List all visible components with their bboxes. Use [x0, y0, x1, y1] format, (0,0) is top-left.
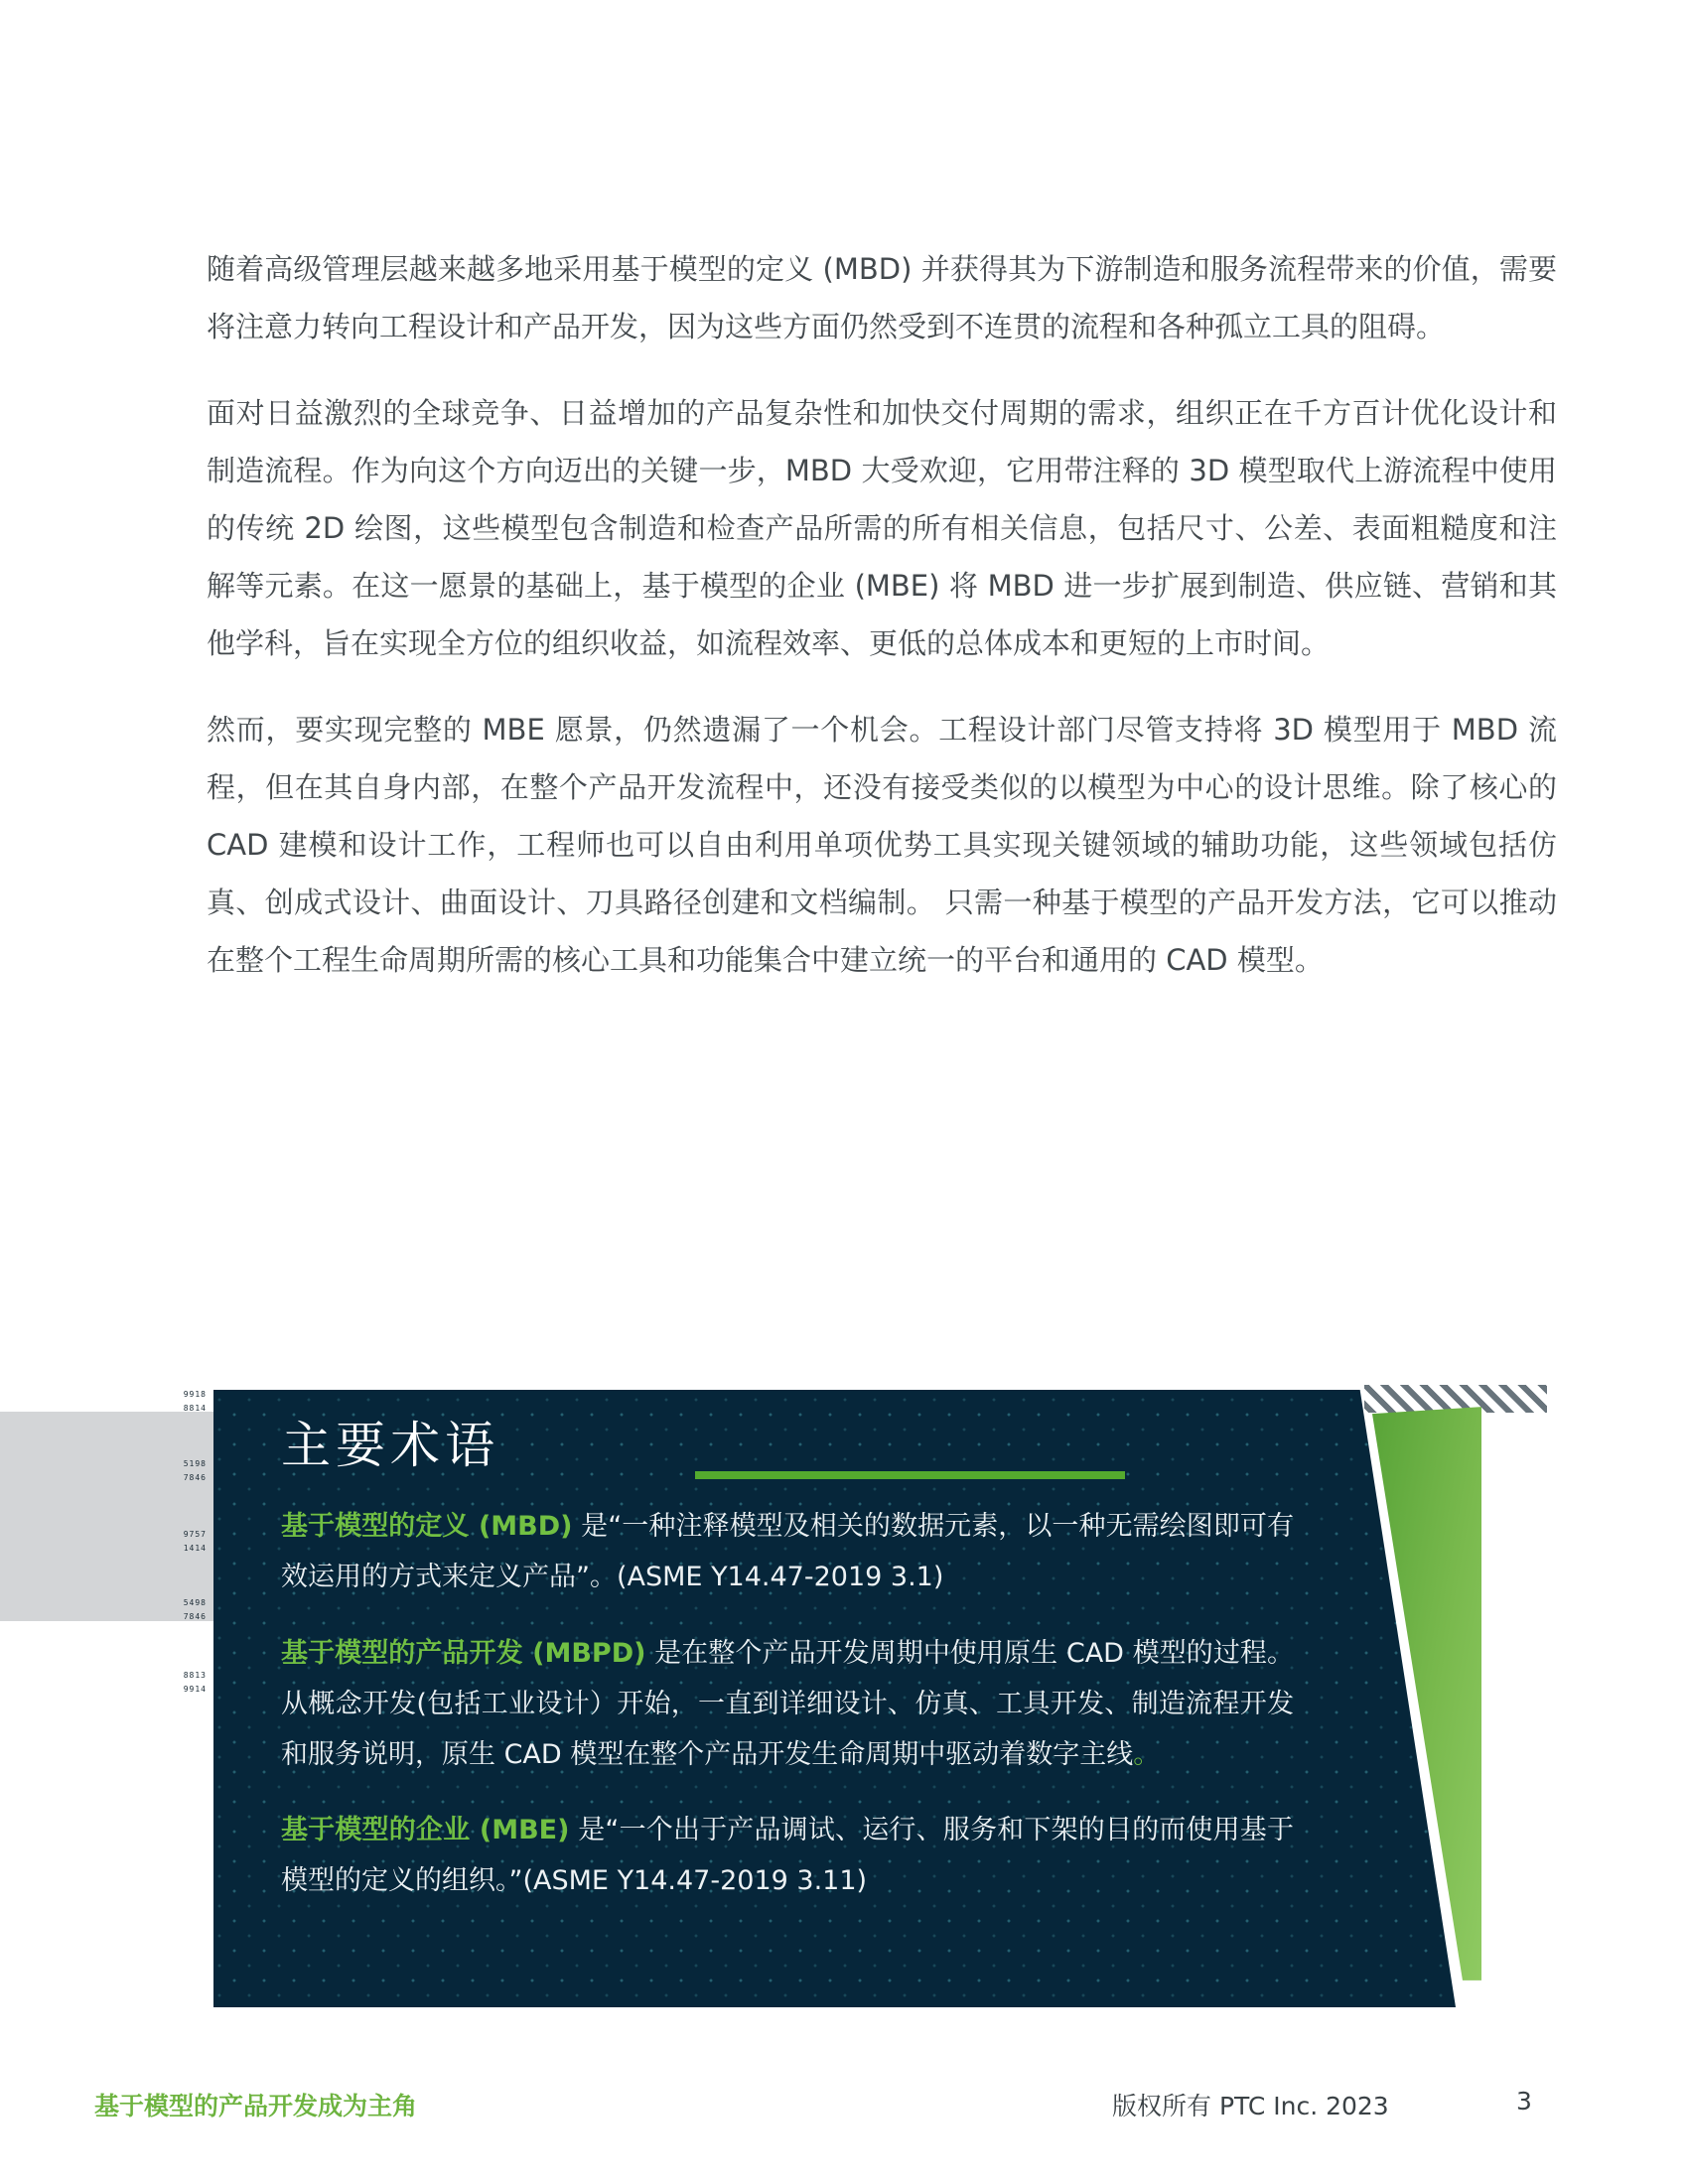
paragraph-mbd-adoption: 随着高级管理层越来越多地采用基于模型的定义 (MBD) 并获得其为下游制造和服务流程带来的价值，需要将注意力转向工程设计和产品开发，因为这些方面仍然受到不连贯的流程和各种孤立工具的阻碍。 — [207, 252, 1557, 343]
footer-page-number: 3 — [1516, 2087, 1532, 2116]
diagonal-hatch-decoration — [1364, 1385, 1547, 1413]
margin-mark-line: 1414 — [183, 1544, 207, 1553]
term-text-mbe: 是“一个出于产品调试、运行、服务和下架的目的而使用基于模型的定义的组织。”(ASME Y14.47-2019 3.11) — [281, 1815, 1294, 1896]
margin-mark-group — [169, 1457, 207, 1485]
paragraph-mbe-opportunity: 然而，要实现完整的 MBE 愿景，仍然遗漏了一个机会。工程设计部门尽管支持将 3D 模型用于 MBD 流程，但在其自身内部，在整个产品开发流程中，还没有接受类似的以模型为中心的设计思维。除了核心的 CAD 建模和设计工作，工程师也可以自由利用单项优势工具实现关键领域的辅助功能，这些领域包括仿真、创成式设计、曲面设计、刀具路径创建和文档编制。 只需一种基于模型的产品开发方法，它可以推动在整个工程生命周期所需的核心工具和功能集合中建立统一的平台和通用的 CAD 模型。 — [207, 713, 1557, 977]
term-definition-mbe — [281, 1805, 1294, 1906]
margin-mark-group — [169, 1388, 207, 1416]
key-terms-panel — [213, 1390, 1456, 2007]
margin-mark-group — [169, 1528, 207, 1556]
term-text-mbpd: 是在整个产品开发周期中使用原生 CAD 模型的过程。从概念开发(包括工业设计）开始，一直到详细设计、仿真、工具开发、制造流程开发和服务说明，原生 CAD 模型在整个产品开发生命周期中驱动着数字主线 — [281, 1638, 1294, 1770]
margin-mark-line: 5198 — [183, 1459, 207, 1468]
margin-mark-line: 9757 — [183, 1530, 207, 1539]
margin-mark-line: 5498 — [183, 1598, 207, 1607]
key-terms-title: 主要术语 — [281, 1417, 499, 1474]
footer-document-title: 基于模型的产品开发成为主角 — [94, 2092, 418, 2120]
margin-mark-group — [169, 1596, 207, 1624]
term-label-mbd: 基于模型的定义 (MBD) — [281, 1511, 573, 1542]
margin-mark-line: 7846 — [183, 1473, 207, 1482]
left-margin-gray-block — [0, 1412, 213, 1621]
paragraph-global-competition: 面对日益激烈的全球竞争、日益增加的产品复杂性和加快交付周期的需求，组织正在千方百计优化设计和制造流程。作为向这个方向迈出的关键一步，MBD 大受欢迎，它用带注释的 3D 模型取代上游流程中使用的传统 2D 绘图，这些模型包含制造和检查产品所需的所有相关信息，包括尺寸、公差、表面粗糙度和注解等元素。在这一愿景的基础上，基于模型的企业 (MBE) 将 MBD 进一步扩展到制造、供应链、营销和其他学科，旨在实现全方位的组织收益，如流程效率、更低的总体成本和更短的上市时间。 — [207, 396, 1557, 660]
term-text-mbd: 是“一种注释模型及相关的数据元素，以一种无需绘图即可有效运用的方式来定义产品”。(ASME Y14.47-2019 3.1) — [281, 1511, 1294, 1592]
margin-mark-group — [169, 1669, 207, 1697]
term-definition-mbd — [281, 1501, 1294, 1602]
margin-mark-line: 9914 — [183, 1685, 207, 1694]
title-underline-rule — [695, 1471, 1125, 1479]
term-suffix-mbpd: 。 — [1133, 1739, 1161, 1770]
term-label-mbe: 基于模型的企业 (MBE) — [281, 1815, 570, 1845]
margin-mark-line: 8813 — [183, 1671, 207, 1680]
term-definition-mbpd — [281, 1628, 1294, 1780]
margin-mark-line: 7846 — [183, 1612, 207, 1621]
footer-copyright: 版权所有 PTC Inc. 2023 — [1112, 2092, 1389, 2120]
margin-mark-line: 8814 — [183, 1404, 207, 1413]
term-label-mbpd: 基于模型的产品开发 (MBPD) — [281, 1638, 646, 1669]
body-text-block — [207, 240, 1557, 1018]
margin-mark-line: 9918 — [183, 1390, 207, 1399]
